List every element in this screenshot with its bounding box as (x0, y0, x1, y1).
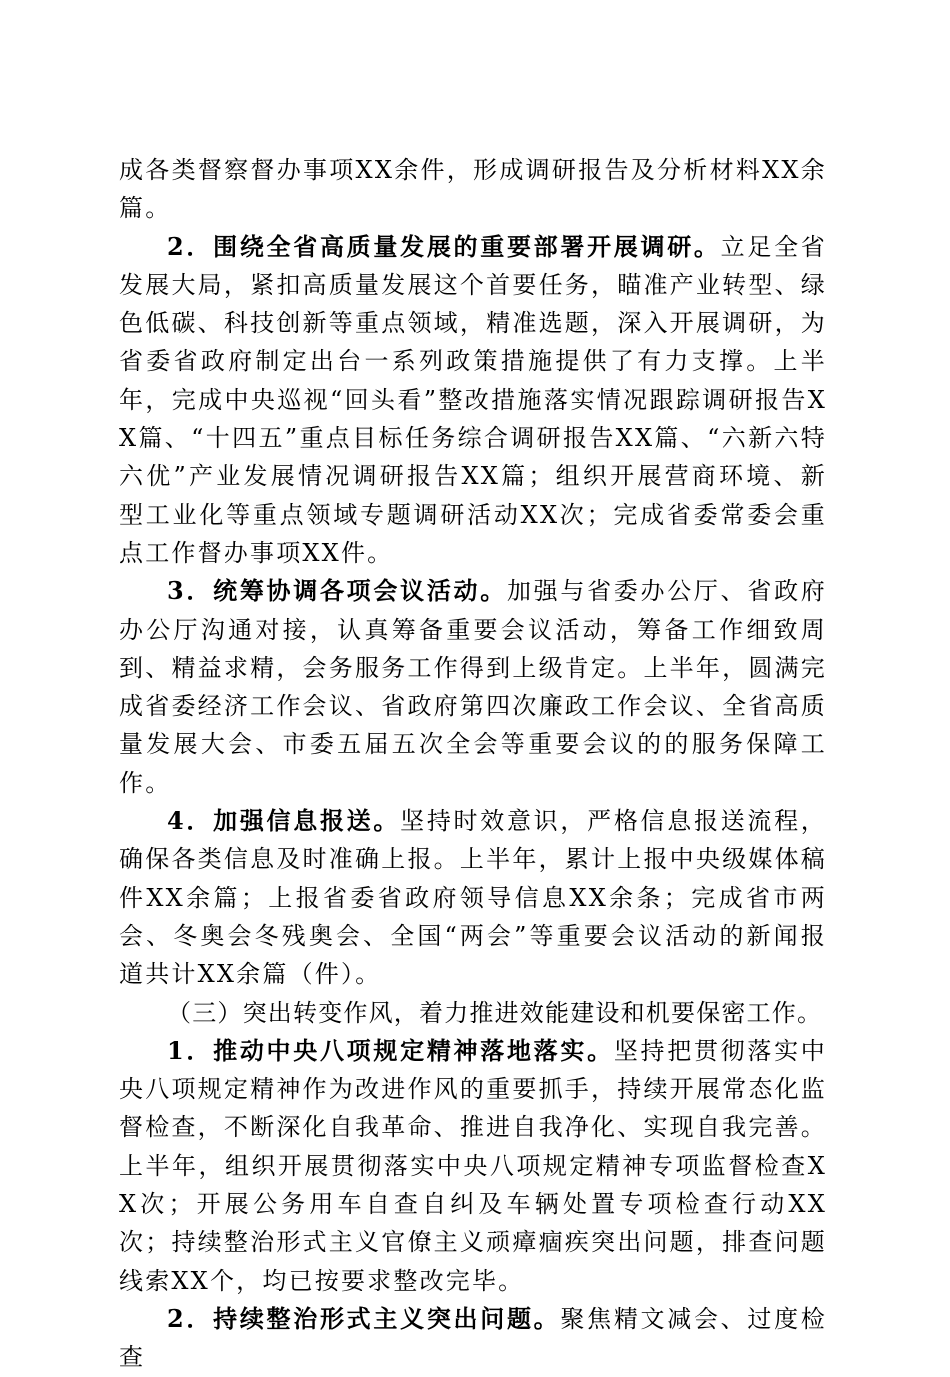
paragraph-text: 坚持把贯彻落实中央八项规定精神作为改进作风的重要抓手，持续开展常态化监督检查，不断深化自我革命、推进自我净化、实现自我完善。上半年，组织开展贯彻落实中央八项规定精神专项监督检查XX次；开展公务用车自查自纠及车辆处置专项检查行动XX次；持续整治形式主义官僚主义顽瘴痼疾突出问题，排查问题线索XX个，均已按要求整改完毕。 (119, 1036, 827, 1295)
paragraph-heading: 1．推动中央八项规定精神落地落实。 (167, 1035, 614, 1065)
paragraph-information-reporting (119, 802, 827, 993)
paragraph-text: 坚持时效意识，严格信息报送流程，确保各类信息及时准确上报。上半年，累计上报中央级媒体稿件XX余篇；上报省委省政府领导信息XX余条；完成省市两会、冬奥会冬残奥会、全国“两会”等重要会议活动的新闻报道共计XX余篇（件）。 (119, 807, 828, 989)
paragraph-formalism-rectification (119, 1300, 827, 1377)
section-heading (119, 994, 827, 1032)
paragraph-meeting-coordination (119, 572, 827, 802)
paragraph-text: 立足全省发展大局，紧扣高质量发展这个首要任务，瞄准产业转型、绿色低碳、科技创新等重点领域，精准选题，深入开展调研，为省委省政府制定出台一系列政策措施提供了有力支撑。上半年，完成中央巡视“回头看”整改措施落实情况跟踪调研报告XX篇、“十四五”重点目标任务综合调研报告XX篇、“六新六特六优”产业发展情况调研报告XX篇；组织开展营商环境、新型工业化等重点领域专题调研活动XX次；完成省委常委会重点工作督办事项XX件。 (119, 232, 827, 567)
paragraph-heading: 4．加强信息报送。 (167, 806, 401, 836)
paragraph-heading: 2．持续整治形式主义突出问题。 (167, 1303, 561, 1333)
document-page (119, 151, 827, 1377)
section-heading-text: （三）突出转变作风，着力推进效能建设和机要保密工作。 (167, 998, 823, 1027)
paragraph-research-deployment (119, 228, 827, 573)
paragraph-text: 加强与省委办公厅、省政府办公厅沟通对接，认真筹备重要会议活动，筹备工作细致周到、精益求精，会务服务工作得到上级肯定。上半年，圆满完成省委经济工作会议、省政府第四次廉政工作会议、全省高质量发展大会、市委五届五次全会等重要会议的的服务保障工作。 (119, 577, 827, 797)
paragraph-eight-point-rules (119, 1032, 827, 1300)
paragraph-continuation (119, 151, 827, 228)
paragraph-heading: 3．统筹协调各项会议活动。 (167, 576, 507, 606)
paragraph-text: 成各类督察督办事项XX余件，形成调研报告及分析材料XX余篇。 (119, 156, 827, 223)
paragraph-heading: 2．围绕全省高质量发展的重要部署开展调研。 (167, 231, 721, 261)
paragraph-text: 聚焦精文减会、过度检查 (119, 1304, 828, 1372)
